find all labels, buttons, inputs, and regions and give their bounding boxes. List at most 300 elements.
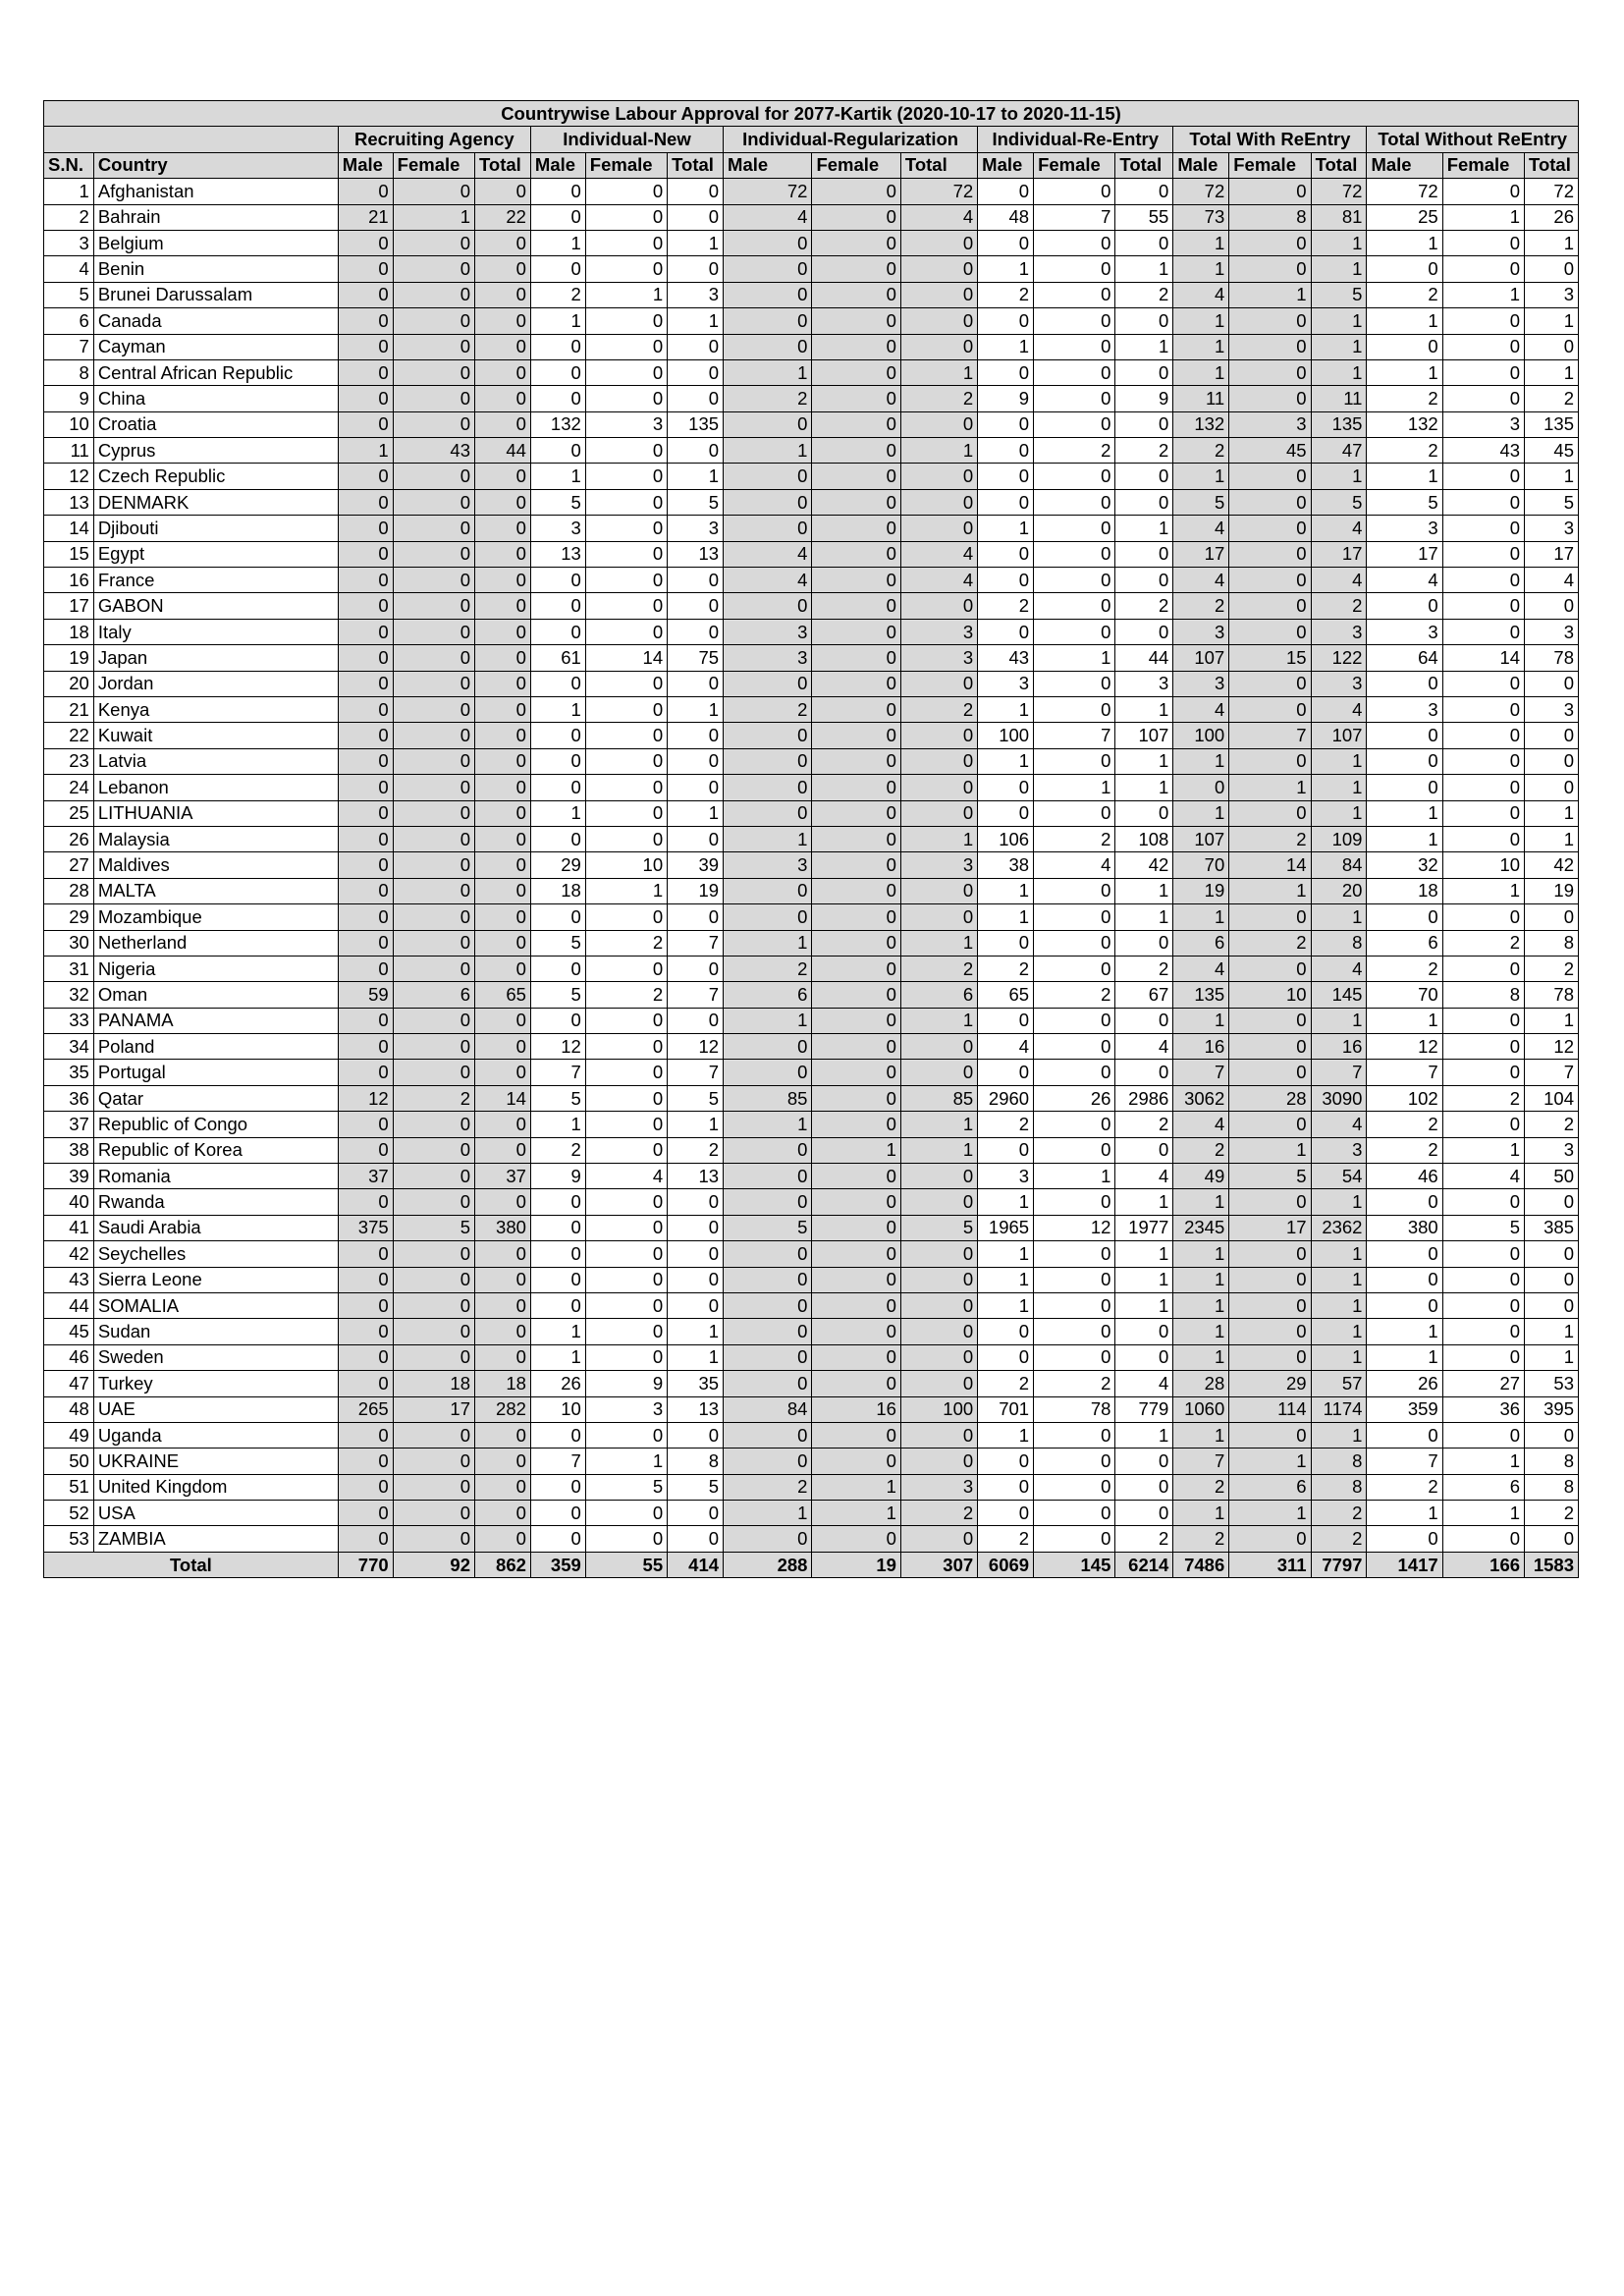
cell-value: 7 xyxy=(668,1060,724,1085)
cell-value: 0 xyxy=(1034,411,1115,437)
table-row xyxy=(44,1137,1579,1163)
cell-value: 3 xyxy=(1525,696,1579,722)
cell-value: 4 xyxy=(585,1164,667,1189)
cell-country: Jordan xyxy=(93,671,338,696)
cell-value: 0 xyxy=(724,878,812,903)
cell-value: 1977 xyxy=(1115,1215,1173,1240)
cell-value: 4 xyxy=(1311,516,1367,541)
total-value: 307 xyxy=(900,1552,977,1577)
cell-value: 0 xyxy=(1442,775,1524,800)
cell-value: 19 xyxy=(668,878,724,903)
cell-value: 0 xyxy=(1442,230,1524,255)
cell-value: 3 xyxy=(668,282,724,307)
cell-value: 27 xyxy=(1442,1371,1524,1396)
cell-value: 0 xyxy=(724,516,812,541)
cell-value: 0 xyxy=(1229,179,1311,204)
cell-value: 0 xyxy=(338,386,393,411)
cell-value: 2 xyxy=(1442,930,1524,956)
cell-value: 3 xyxy=(900,645,977,671)
cell-value: 1 xyxy=(1525,826,1579,851)
cell-sn: 48 xyxy=(44,1396,94,1422)
cell-value: 3 xyxy=(1525,619,1579,644)
cell-value: 0 xyxy=(812,1267,900,1292)
cell-value: 0 xyxy=(812,723,900,748)
cell-value: 0 xyxy=(978,930,1034,956)
cell-value: 0 xyxy=(668,438,724,464)
cell-value: 0 xyxy=(393,386,474,411)
cell-sn: 45 xyxy=(44,1319,94,1344)
cell-value: 17 xyxy=(1525,541,1579,567)
table-row xyxy=(44,1267,1579,1292)
cell-value: 0 xyxy=(724,1292,812,1318)
cell-value: 0 xyxy=(1442,723,1524,748)
cell-value: 0 xyxy=(812,1034,900,1060)
cell-value: 0 xyxy=(1034,1137,1115,1163)
cell-value: 0 xyxy=(978,1474,1034,1500)
cell-value: 3 xyxy=(724,645,812,671)
cell-value: 1 xyxy=(1115,1189,1173,1215)
cell-sn: 19 xyxy=(44,645,94,671)
cell-value: 1 xyxy=(668,696,724,722)
cell-value: 145 xyxy=(1311,982,1367,1008)
cell-value: 0 xyxy=(812,800,900,826)
cell-sn: 17 xyxy=(44,593,94,619)
cell-sn: 25 xyxy=(44,800,94,826)
cell-value: 1 xyxy=(724,359,812,385)
cell-value: 73 xyxy=(1173,204,1229,230)
cell-country: MALTA xyxy=(93,878,338,903)
cell-value: 0 xyxy=(585,230,667,255)
cell-value: 0 xyxy=(475,852,531,878)
cell-value: 0 xyxy=(724,1422,812,1448)
cell-value: 0 xyxy=(338,1449,393,1474)
cell-value: 0 xyxy=(393,1474,474,1500)
total-value: 414 xyxy=(668,1552,724,1577)
cell-value: 0 xyxy=(1034,1060,1115,1085)
total-value: 862 xyxy=(475,1552,531,1577)
cell-value: 0 xyxy=(1034,1112,1115,1137)
cell-value: 375 xyxy=(338,1215,393,1240)
cell-value: 0 xyxy=(530,671,585,696)
cell-value: 0 xyxy=(338,334,393,359)
cell-value: 0 xyxy=(393,1137,474,1163)
cell-value: 0 xyxy=(724,723,812,748)
cell-value: 0 xyxy=(668,179,724,204)
cell-value: 50 xyxy=(1525,1164,1579,1189)
cell-value: 7 xyxy=(1525,1060,1579,1085)
cell-value: 0 xyxy=(978,179,1034,204)
table-row xyxy=(44,956,1579,981)
cell-sn: 33 xyxy=(44,1008,94,1033)
cell-country: Romania xyxy=(93,1164,338,1189)
cell-sn: 50 xyxy=(44,1449,94,1474)
cell-value: 2 xyxy=(724,956,812,981)
cell-value: 0 xyxy=(1229,359,1311,385)
cell-value: 6 xyxy=(724,982,812,1008)
group-individual-re-entry: Individual-Re-Entry xyxy=(978,127,1173,152)
cell-value: 0 xyxy=(585,386,667,411)
cell-value: 0 xyxy=(585,1241,667,1267)
cell-value: 32 xyxy=(1367,852,1442,878)
cell-value: 0 xyxy=(1034,1034,1115,1060)
cell-value: 3 xyxy=(668,516,724,541)
cell-value: 0 xyxy=(724,1137,812,1163)
cell-value: 0 xyxy=(978,1449,1034,1474)
cell-sn: 37 xyxy=(44,1112,94,1137)
cell-country: Saudi Arabia xyxy=(93,1215,338,1240)
table-row xyxy=(44,671,1579,696)
cell-country: China xyxy=(93,386,338,411)
cell-sn: 4 xyxy=(44,256,94,282)
cell-value: 0 xyxy=(530,256,585,282)
cell-value: 2 xyxy=(1525,1112,1579,1137)
labour-approval-table xyxy=(43,100,1579,1578)
cell-value: 2 xyxy=(978,1526,1034,1552)
cell-value: 0 xyxy=(585,1344,667,1370)
cell-value: 0 xyxy=(338,489,393,515)
cell-sn: 47 xyxy=(44,1371,94,1396)
cell-value: 0 xyxy=(393,308,474,334)
cell-value: 3 xyxy=(1311,671,1367,696)
cell-value: 6 xyxy=(1173,930,1229,956)
cell-value: 1 xyxy=(1173,904,1229,930)
cell-country: Brunei Darussalam xyxy=(93,282,338,307)
cell-value: 0 xyxy=(1442,1241,1524,1267)
cell-value: 2 xyxy=(1034,1371,1115,1396)
total-value: 1417 xyxy=(1367,1552,1442,1577)
cell-value: 1 xyxy=(1367,1319,1442,1344)
cell-value: 0 xyxy=(338,1319,393,1344)
table-row xyxy=(44,930,1579,956)
cell-value: 2 xyxy=(530,282,585,307)
cell-value: 0 xyxy=(1115,568,1173,593)
cell-value: 0 xyxy=(1034,1449,1115,1474)
cell-value: 0 xyxy=(1442,671,1524,696)
cell-value: 1 xyxy=(1367,800,1442,826)
cell-value: 0 xyxy=(900,593,977,619)
cell-value: 1 xyxy=(724,1112,812,1137)
cell-value: 3 xyxy=(1525,1137,1579,1163)
cell-value: 0 xyxy=(1034,1189,1115,1215)
cell-value: 70 xyxy=(1367,982,1442,1008)
cell-value: 3 xyxy=(1367,516,1442,541)
cell-value: 132 xyxy=(1367,411,1442,437)
cell-value: 0 xyxy=(812,1241,900,1267)
cell-value: 0 xyxy=(1034,1008,1115,1033)
cell-value: 72 xyxy=(900,179,977,204)
cell-value: 0 xyxy=(1229,230,1311,255)
cell-value: 2 xyxy=(1367,1137,1442,1163)
cell-value: 0 xyxy=(475,1241,531,1267)
cell-country: Republic of Congo xyxy=(93,1112,338,1137)
cell-value: 0 xyxy=(1034,1422,1115,1448)
cell-value: 1 xyxy=(978,696,1034,722)
cell-value: 0 xyxy=(585,334,667,359)
cell-value: 4 xyxy=(1311,1112,1367,1137)
cell-value: 10 xyxy=(585,852,667,878)
cell-value: 1 xyxy=(1229,775,1311,800)
cell-value: 0 xyxy=(1034,1241,1115,1267)
table-row xyxy=(44,723,1579,748)
cell-value: 0 xyxy=(668,1241,724,1267)
cell-value: 0 xyxy=(475,256,531,282)
cell-value: 0 xyxy=(668,1526,724,1552)
cell-value: 5 xyxy=(530,982,585,1008)
cell-value: 7 xyxy=(1367,1060,1442,1085)
cell-sn: 43 xyxy=(44,1267,94,1292)
cell-value: 4 xyxy=(1115,1164,1173,1189)
table-row xyxy=(44,1215,1579,1240)
cell-value: 0 xyxy=(724,800,812,826)
cell-value: 37 xyxy=(338,1164,393,1189)
total-value: 288 xyxy=(724,1552,812,1577)
cell-value: 2 xyxy=(1173,438,1229,464)
cell-value: 0 xyxy=(530,1241,585,1267)
cell-country: PANAMA xyxy=(93,1008,338,1033)
cell-value: 0 xyxy=(338,826,393,851)
cell-value: 0 xyxy=(530,568,585,593)
cell-value: 14 xyxy=(1229,852,1311,878)
cell-value: 0 xyxy=(1442,1319,1524,1344)
cell-value: 1 xyxy=(1173,748,1229,774)
cell-sn: 3 xyxy=(44,230,94,255)
total-value: 311 xyxy=(1229,1552,1311,1577)
cell-value: 7 xyxy=(1311,1060,1367,1085)
cell-value: 0 xyxy=(1525,334,1579,359)
cell-value: 0 xyxy=(1229,593,1311,619)
cell-value: 0 xyxy=(978,541,1034,567)
cell-value: 3 xyxy=(1115,671,1173,696)
cell-value: 2 xyxy=(1442,1085,1524,1111)
cell-sn: 29 xyxy=(44,904,94,930)
cell-value: 0 xyxy=(1115,1449,1173,1474)
cell-value: 3 xyxy=(1173,619,1229,644)
cell-value: 78 xyxy=(1525,645,1579,671)
cell-value: 1 xyxy=(530,696,585,722)
cell-value: 0 xyxy=(585,256,667,282)
cell-value: 5 xyxy=(530,489,585,515)
cell-value: 0 xyxy=(668,904,724,930)
cell-country: Italy xyxy=(93,619,338,644)
cell-value: 7 xyxy=(668,982,724,1008)
cell-value: 78 xyxy=(1525,982,1579,1008)
cell-value: 0 xyxy=(338,1267,393,1292)
cell-value: 0 xyxy=(475,723,531,748)
table-row xyxy=(44,334,1579,359)
cell-value: 0 xyxy=(1229,1008,1311,1033)
cell-value: 0 xyxy=(812,826,900,851)
cell-value: 779 xyxy=(1115,1396,1173,1422)
cell-value: 5 xyxy=(393,1215,474,1240)
table-row xyxy=(44,1189,1579,1215)
cell-value: 85 xyxy=(724,1085,812,1111)
cell-country: Japan xyxy=(93,645,338,671)
cell-value: 0 xyxy=(1442,619,1524,644)
cell-value: 0 xyxy=(530,359,585,385)
cell-value: 7 xyxy=(1173,1060,1229,1085)
cell-value: 0 xyxy=(1034,956,1115,981)
cell-sn: 13 xyxy=(44,489,94,515)
cell-value: 2 xyxy=(668,1137,724,1163)
cell-value: 0 xyxy=(475,826,531,851)
cell-value: 0 xyxy=(1115,1344,1173,1370)
cell-value: 1 xyxy=(1311,464,1367,489)
cell-value: 0 xyxy=(1367,904,1442,930)
cell-value: 0 xyxy=(585,568,667,593)
table-row xyxy=(44,1060,1579,1085)
cell-value: 0 xyxy=(338,748,393,774)
cell-value: 0 xyxy=(1229,1189,1311,1215)
table-row xyxy=(44,1319,1579,1344)
cell-value: 12 xyxy=(668,1034,724,1060)
cell-country: Mozambique xyxy=(93,904,338,930)
cell-value: 0 xyxy=(1034,308,1115,334)
cell-value: 0 xyxy=(475,956,531,981)
cell-value: 0 xyxy=(338,1371,393,1396)
cell-value: 1 xyxy=(1173,1501,1229,1526)
cell-value: 135 xyxy=(668,411,724,437)
cell-value: 380 xyxy=(475,1215,531,1240)
cell-value: 0 xyxy=(1115,541,1173,567)
table-row xyxy=(44,1474,1579,1500)
cell-value: 1 xyxy=(724,1501,812,1526)
cell-sn: 31 xyxy=(44,956,94,981)
cell-value: 1060 xyxy=(1173,1396,1229,1422)
cell-value: 3 xyxy=(724,619,812,644)
cell-value: 0 xyxy=(1442,541,1524,567)
cell-value: 0 xyxy=(900,775,977,800)
cell-country: Bahrain xyxy=(93,204,338,230)
group-header-blank xyxy=(44,127,339,152)
cell-value: 16 xyxy=(1311,1034,1367,1060)
cell-value: 0 xyxy=(1525,1189,1579,1215)
cell-sn: 49 xyxy=(44,1422,94,1448)
cell-value: 0 xyxy=(1229,1344,1311,1370)
total-value: 55 xyxy=(585,1552,667,1577)
cell-value: 14 xyxy=(1442,645,1524,671)
cell-value: 28 xyxy=(1173,1371,1229,1396)
cell-sn: 46 xyxy=(44,1344,94,1370)
cell-value: 0 xyxy=(1229,386,1311,411)
cell-value: 2 xyxy=(978,1371,1034,1396)
cell-value: 0 xyxy=(812,619,900,644)
cell-value: 29 xyxy=(1229,1371,1311,1396)
cell-value: 0 xyxy=(1442,256,1524,282)
cell-value: 0 xyxy=(1525,593,1579,619)
cell-country: ZAMBIA xyxy=(93,1526,338,1552)
cell-value: 0 xyxy=(585,359,667,385)
cell-value: 0 xyxy=(338,256,393,282)
cell-value: 49 xyxy=(1173,1164,1229,1189)
cell-value: 0 xyxy=(530,1526,585,1552)
cell-sn: 5 xyxy=(44,282,94,307)
cell-value: 0 xyxy=(475,775,531,800)
cell-value: 1 xyxy=(1115,516,1173,541)
cell-value: 1 xyxy=(1311,1241,1367,1267)
col-header-female: Female xyxy=(1034,152,1115,178)
cell-value: 7 xyxy=(1173,1449,1229,1474)
cell-value: 0 xyxy=(900,904,977,930)
cell-value: 3 xyxy=(900,1474,977,1500)
cell-value: 3 xyxy=(1367,696,1442,722)
cell-value: 1 xyxy=(1525,230,1579,255)
cell-value: 0 xyxy=(812,1189,900,1215)
cell-value: 1 xyxy=(978,334,1034,359)
total-value: 770 xyxy=(338,1552,393,1577)
cell-value: 84 xyxy=(724,1396,812,1422)
cell-value: 2 xyxy=(1367,1112,1442,1137)
table-row xyxy=(44,878,1579,903)
cell-value: 43 xyxy=(978,645,1034,671)
cell-value: 4 xyxy=(1525,568,1579,593)
total-row xyxy=(44,1552,1579,1577)
cell-value: 0 xyxy=(1034,619,1115,644)
cell-value: 0 xyxy=(812,1215,900,1240)
table-row xyxy=(44,1344,1579,1370)
cell-value: 0 xyxy=(475,1267,531,1292)
total-value: 6214 xyxy=(1115,1552,1173,1577)
cell-value: 7 xyxy=(1229,723,1311,748)
cell-value: 0 xyxy=(1442,904,1524,930)
cell-value: 0 xyxy=(338,359,393,385)
cell-value: 36 xyxy=(1442,1396,1524,1422)
cell-value: 0 xyxy=(900,1449,977,1474)
cell-sn: 20 xyxy=(44,671,94,696)
cell-value: 0 xyxy=(1442,464,1524,489)
cell-value: 0 xyxy=(668,1292,724,1318)
cell-value: 64 xyxy=(1367,645,1442,671)
cell-value: 0 xyxy=(724,904,812,930)
cell-value: 0 xyxy=(724,1371,812,1396)
cell-value: 0 xyxy=(978,1137,1034,1163)
cell-value: 1 xyxy=(1173,1267,1229,1292)
cell-value: 0 xyxy=(812,386,900,411)
cell-value: 0 xyxy=(812,230,900,255)
cell-value: 0 xyxy=(475,179,531,204)
cell-value: 5 xyxy=(1229,1164,1311,1189)
cell-value: 0 xyxy=(338,464,393,489)
cell-value: 0 xyxy=(1525,1241,1579,1267)
cell-value: 132 xyxy=(1173,411,1229,437)
cell-value: 0 xyxy=(393,930,474,956)
cell-country: Lebanon xyxy=(93,775,338,800)
cell-value: 2 xyxy=(724,386,812,411)
cell-value: 0 xyxy=(1367,748,1442,774)
cell-value: 0 xyxy=(812,256,900,282)
cell-value: 0 xyxy=(1034,516,1115,541)
cell-value: 0 xyxy=(393,359,474,385)
cell-value: 1 xyxy=(1173,334,1229,359)
cell-value: 0 xyxy=(978,568,1034,593)
cell-value: 1 xyxy=(585,878,667,903)
cell-value: 0 xyxy=(530,1189,585,1215)
cell-value: 0 xyxy=(338,230,393,255)
cell-value: 102 xyxy=(1367,1085,1442,1111)
cell-sn: 40 xyxy=(44,1189,94,1215)
cell-value: 0 xyxy=(585,956,667,981)
cell-value: 0 xyxy=(585,1501,667,1526)
cell-value: 45 xyxy=(1525,438,1579,464)
cell-value: 0 xyxy=(1229,619,1311,644)
cell-value: 2 xyxy=(978,1112,1034,1137)
cell-sn: 23 xyxy=(44,748,94,774)
cell-country: Canada xyxy=(93,308,338,334)
cell-value: 0 xyxy=(1525,1526,1579,1552)
cell-value: 107 xyxy=(1173,645,1229,671)
cell-value: 0 xyxy=(338,541,393,567)
table-row xyxy=(44,1292,1579,1318)
cell-value: 2 xyxy=(1115,1526,1173,1552)
